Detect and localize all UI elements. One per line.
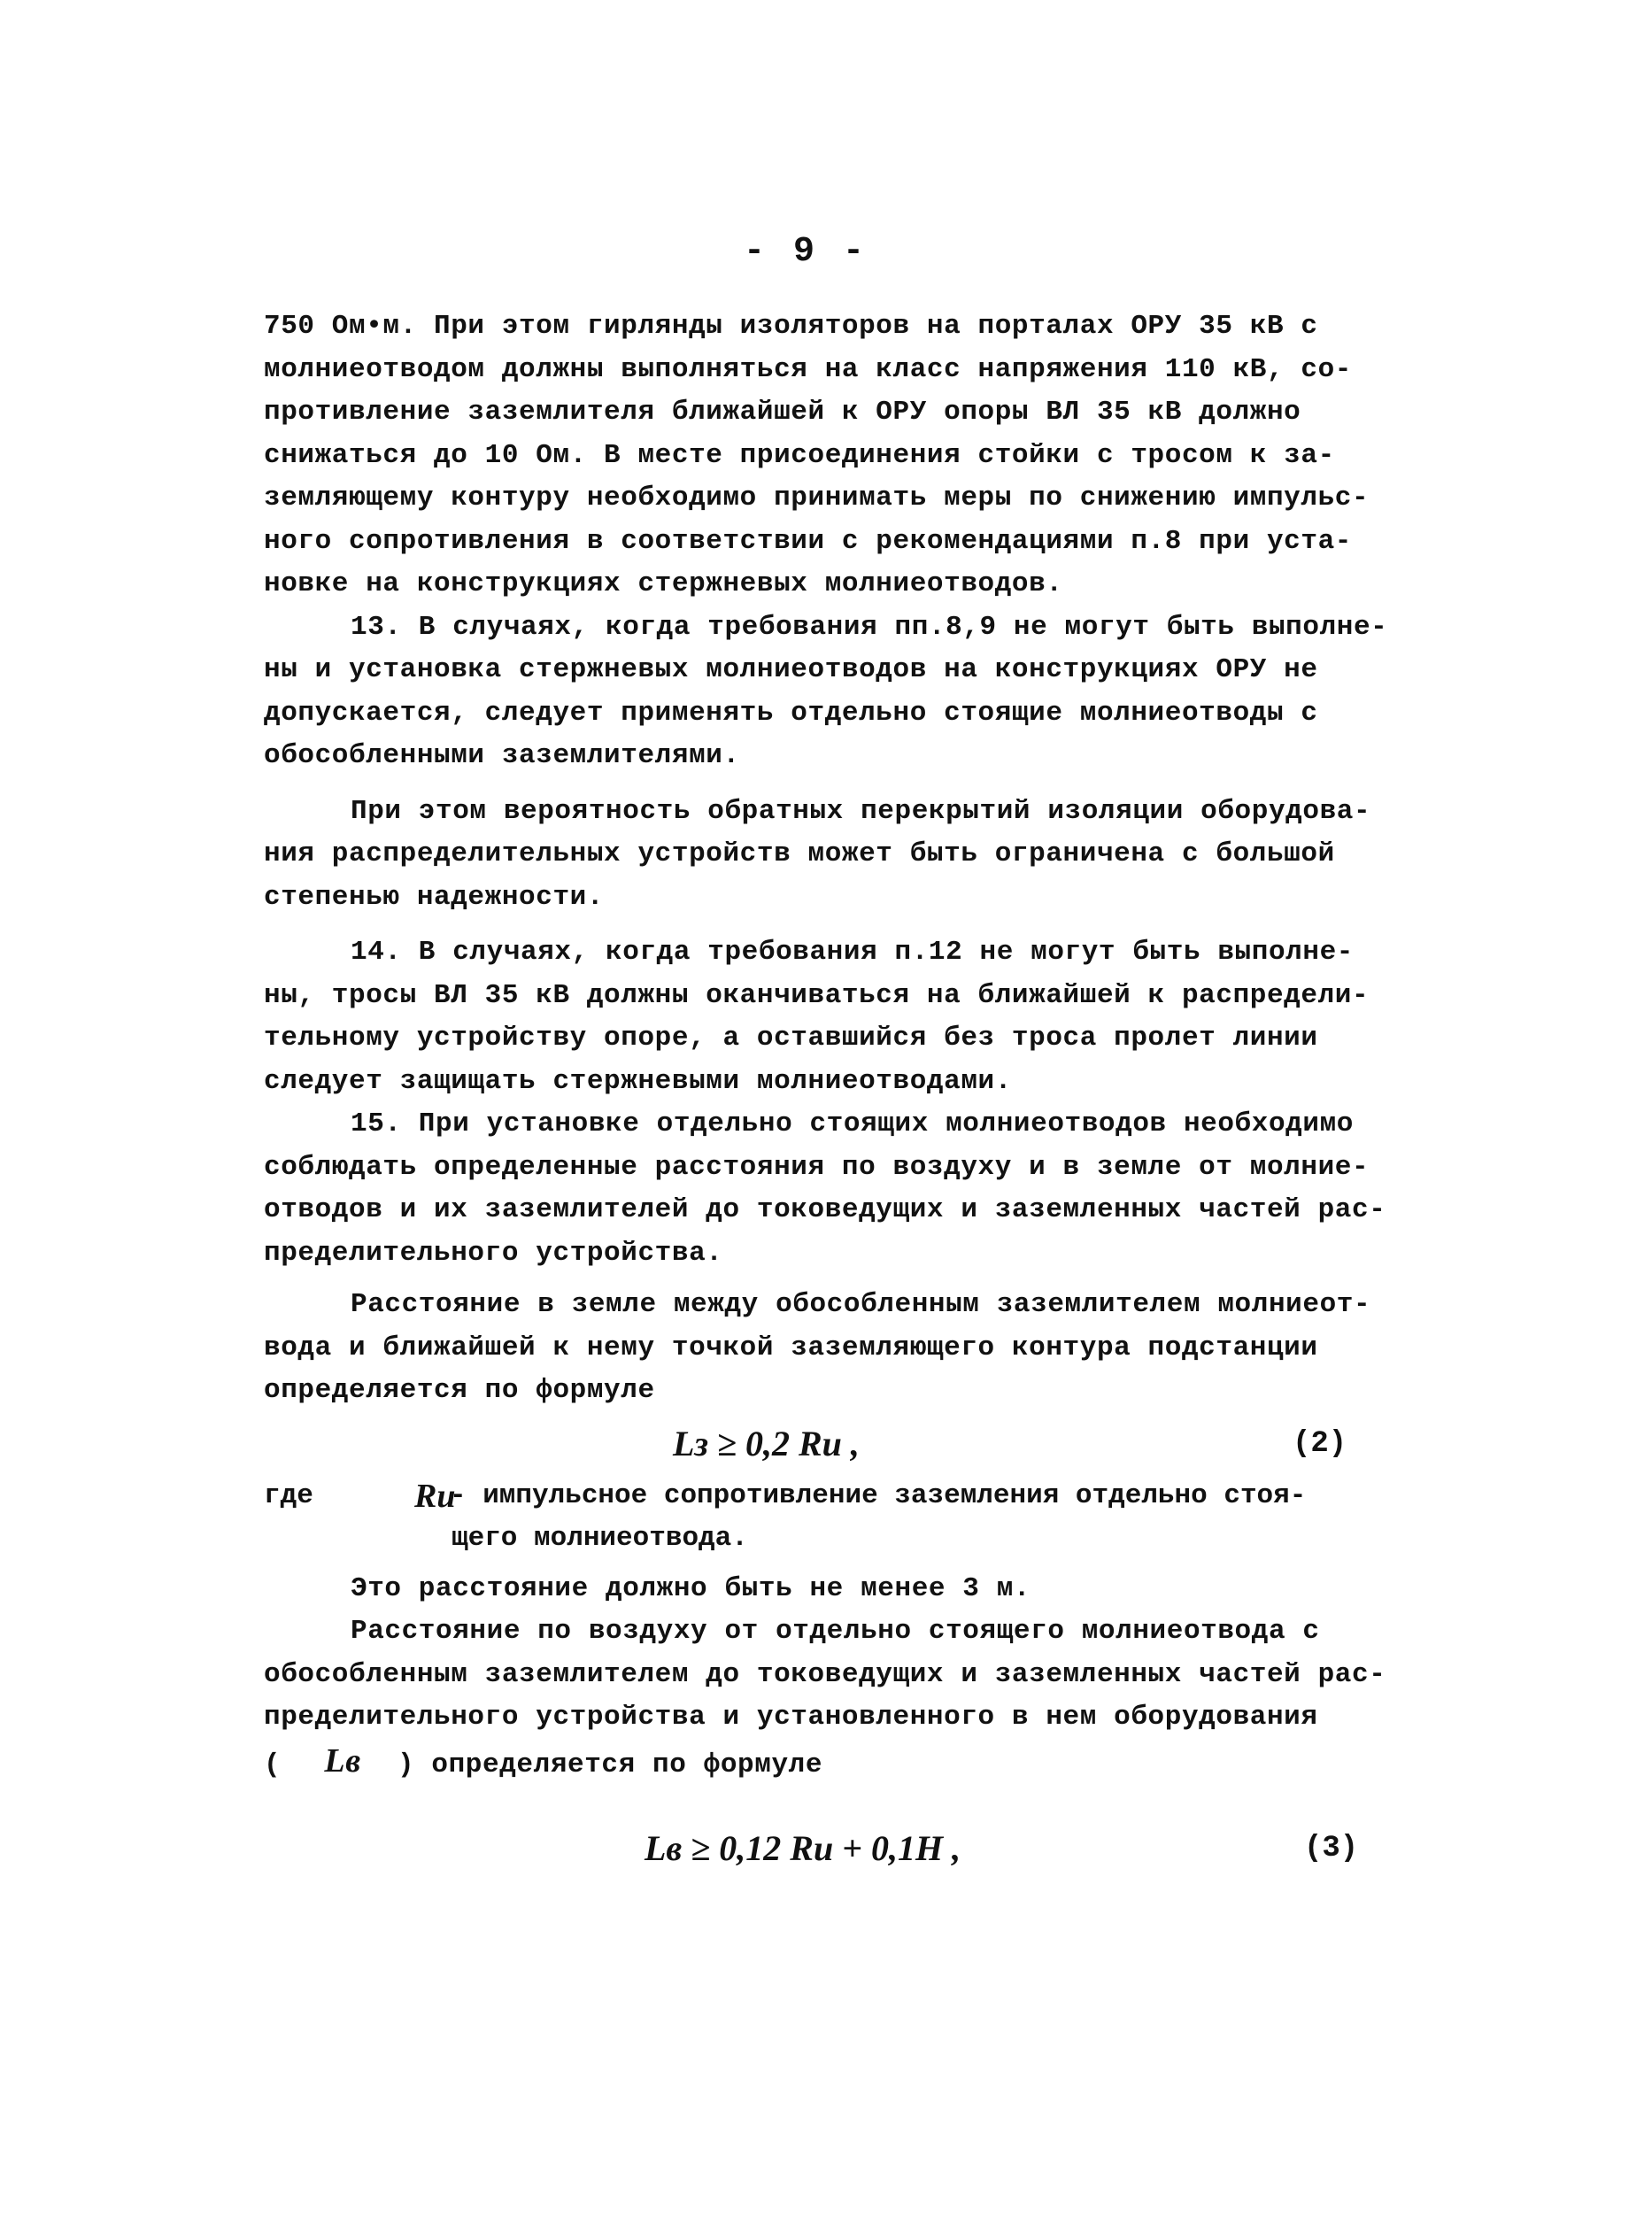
text-line: обособленным заземлителем до токоведущих и заземленных частей рас- [264,1658,1386,1690]
text-line-with-symbol [264,1740,1415,1783]
paren-open: ( [264,1749,282,1780]
text-line: определяется по формуле [264,1375,655,1406]
text-line: Расстояние по воздуху от отдельно стоящего молниеотвода с [351,1616,1320,1647]
text-line: пределительного устройства. [264,1237,723,1269]
where-clause [264,1475,1415,1518]
text-line: степенью надежности. [264,881,605,913]
text-line: Расстояние в земле между обособленным заземлителем молниеот- [351,1289,1371,1320]
paragraph-minimum [264,1568,1415,1611]
formula-2 [264,1413,1415,1475]
text-line: 14. В случаях, когда требования п.12 не могут быть выполне- [351,937,1354,968]
paragraph-13 [264,606,1415,778]
text-line: соблюдать определенные расстояния по воздуху и в земле от молние- [264,1151,1370,1183]
text-line: При этом вероятность обратных перекрытий изоляции оборудова- [351,795,1371,827]
paragraph-14 [264,931,1415,1103]
text-line: 750 Ом•м. При этом гирлянды изоляторов на порталах ОРУ 35 кВ с [264,311,1318,342]
text-line: пределительного устройства и установленного в нем оборудования [264,1702,1318,1733]
text-line: снижаться до 10 Ом. В месте присоединения стойки с тросом к за- [264,439,1335,471]
where-description: - импульсное сопротивление заземления отдельно стоя- [450,1479,1307,1511]
text-fragment: ) определяется по формуле [398,1749,823,1780]
text-line: тельному устройству опоре, а оставшийся без троса пролет линии [264,1023,1318,1054]
page-number: - 9 - [744,232,868,272]
text-line: ного сопротивления в соответствии с рекомендациями п.8 при уста- [264,525,1352,557]
paragraph-ground-distance [264,1284,1415,1413]
paragraph-15 [264,1103,1415,1275]
text-line: ны и установка стержневых молниеотводов на конструкциях ОРУ не [264,654,1318,685]
text-line: вода и ближайшей к нему точкой заземляющего контура подстанции [264,1332,1318,1363]
formula-3 [264,1818,1415,1880]
text-line: ны, тросы ВЛ 35 кВ должны оканчиваться на ближайшей к распредели- [264,979,1370,1011]
text-line: обособленными заземлителями. [264,740,740,771]
formula-3-expression: Lв ≥ 0,12 Rи + 0,1H , [645,1828,961,1868]
where-description-continuation: щего молниеотвода. [452,1523,748,1554]
body-text [264,305,1415,1880]
text-line: молниеотводом должны выполняться на класс напряжения 110 кВ, со- [264,353,1352,385]
paragraph-air-distance [264,1610,1415,1782]
formula-3-number: (3) [1304,1832,1359,1865]
text-line: противление заземлителя ближайшей к ОРУ опоры ВЛ 35 кВ должно [264,397,1301,428]
text-line: следует защищать стержневыми молниеотводами. [264,1065,1012,1097]
formula-2-expression: Lз ≥ 0,2 Rи , [673,1423,860,1463]
where-symbol: Rи [414,1477,456,1515]
text-line: допускается, следует применять отдельно стоящие молниеотводы с [264,697,1318,729]
text-line: Это расстояние должно быть не менее 3 м. [351,1572,1031,1604]
text-line: отводов и их заземлителей до токоведущих и заземленных частей рас- [264,1194,1386,1225]
paragraph-probability [264,791,1415,920]
text-line: земляющему контуру необходимо принимать меры по снижению импульс- [264,483,1370,513]
where-word: где [264,1479,313,1511]
text-line: 15. При установке отдельно стоящих молниеотводов необходимо [351,1108,1354,1139]
text-line: ния распределительных устройств может быть ограничена с большой [264,838,1335,869]
inline-symbol: Lв [324,1741,361,1780]
paragraph-continuation [264,305,1415,606]
text-line: 13. В случаях, когда требования пп.8,9 не могут быть выполне- [351,611,1388,643]
formula-2-number: (2) [1293,1426,1347,1461]
text-line: новке на конструкциях стержневых молниеотводов. [264,568,1063,599]
